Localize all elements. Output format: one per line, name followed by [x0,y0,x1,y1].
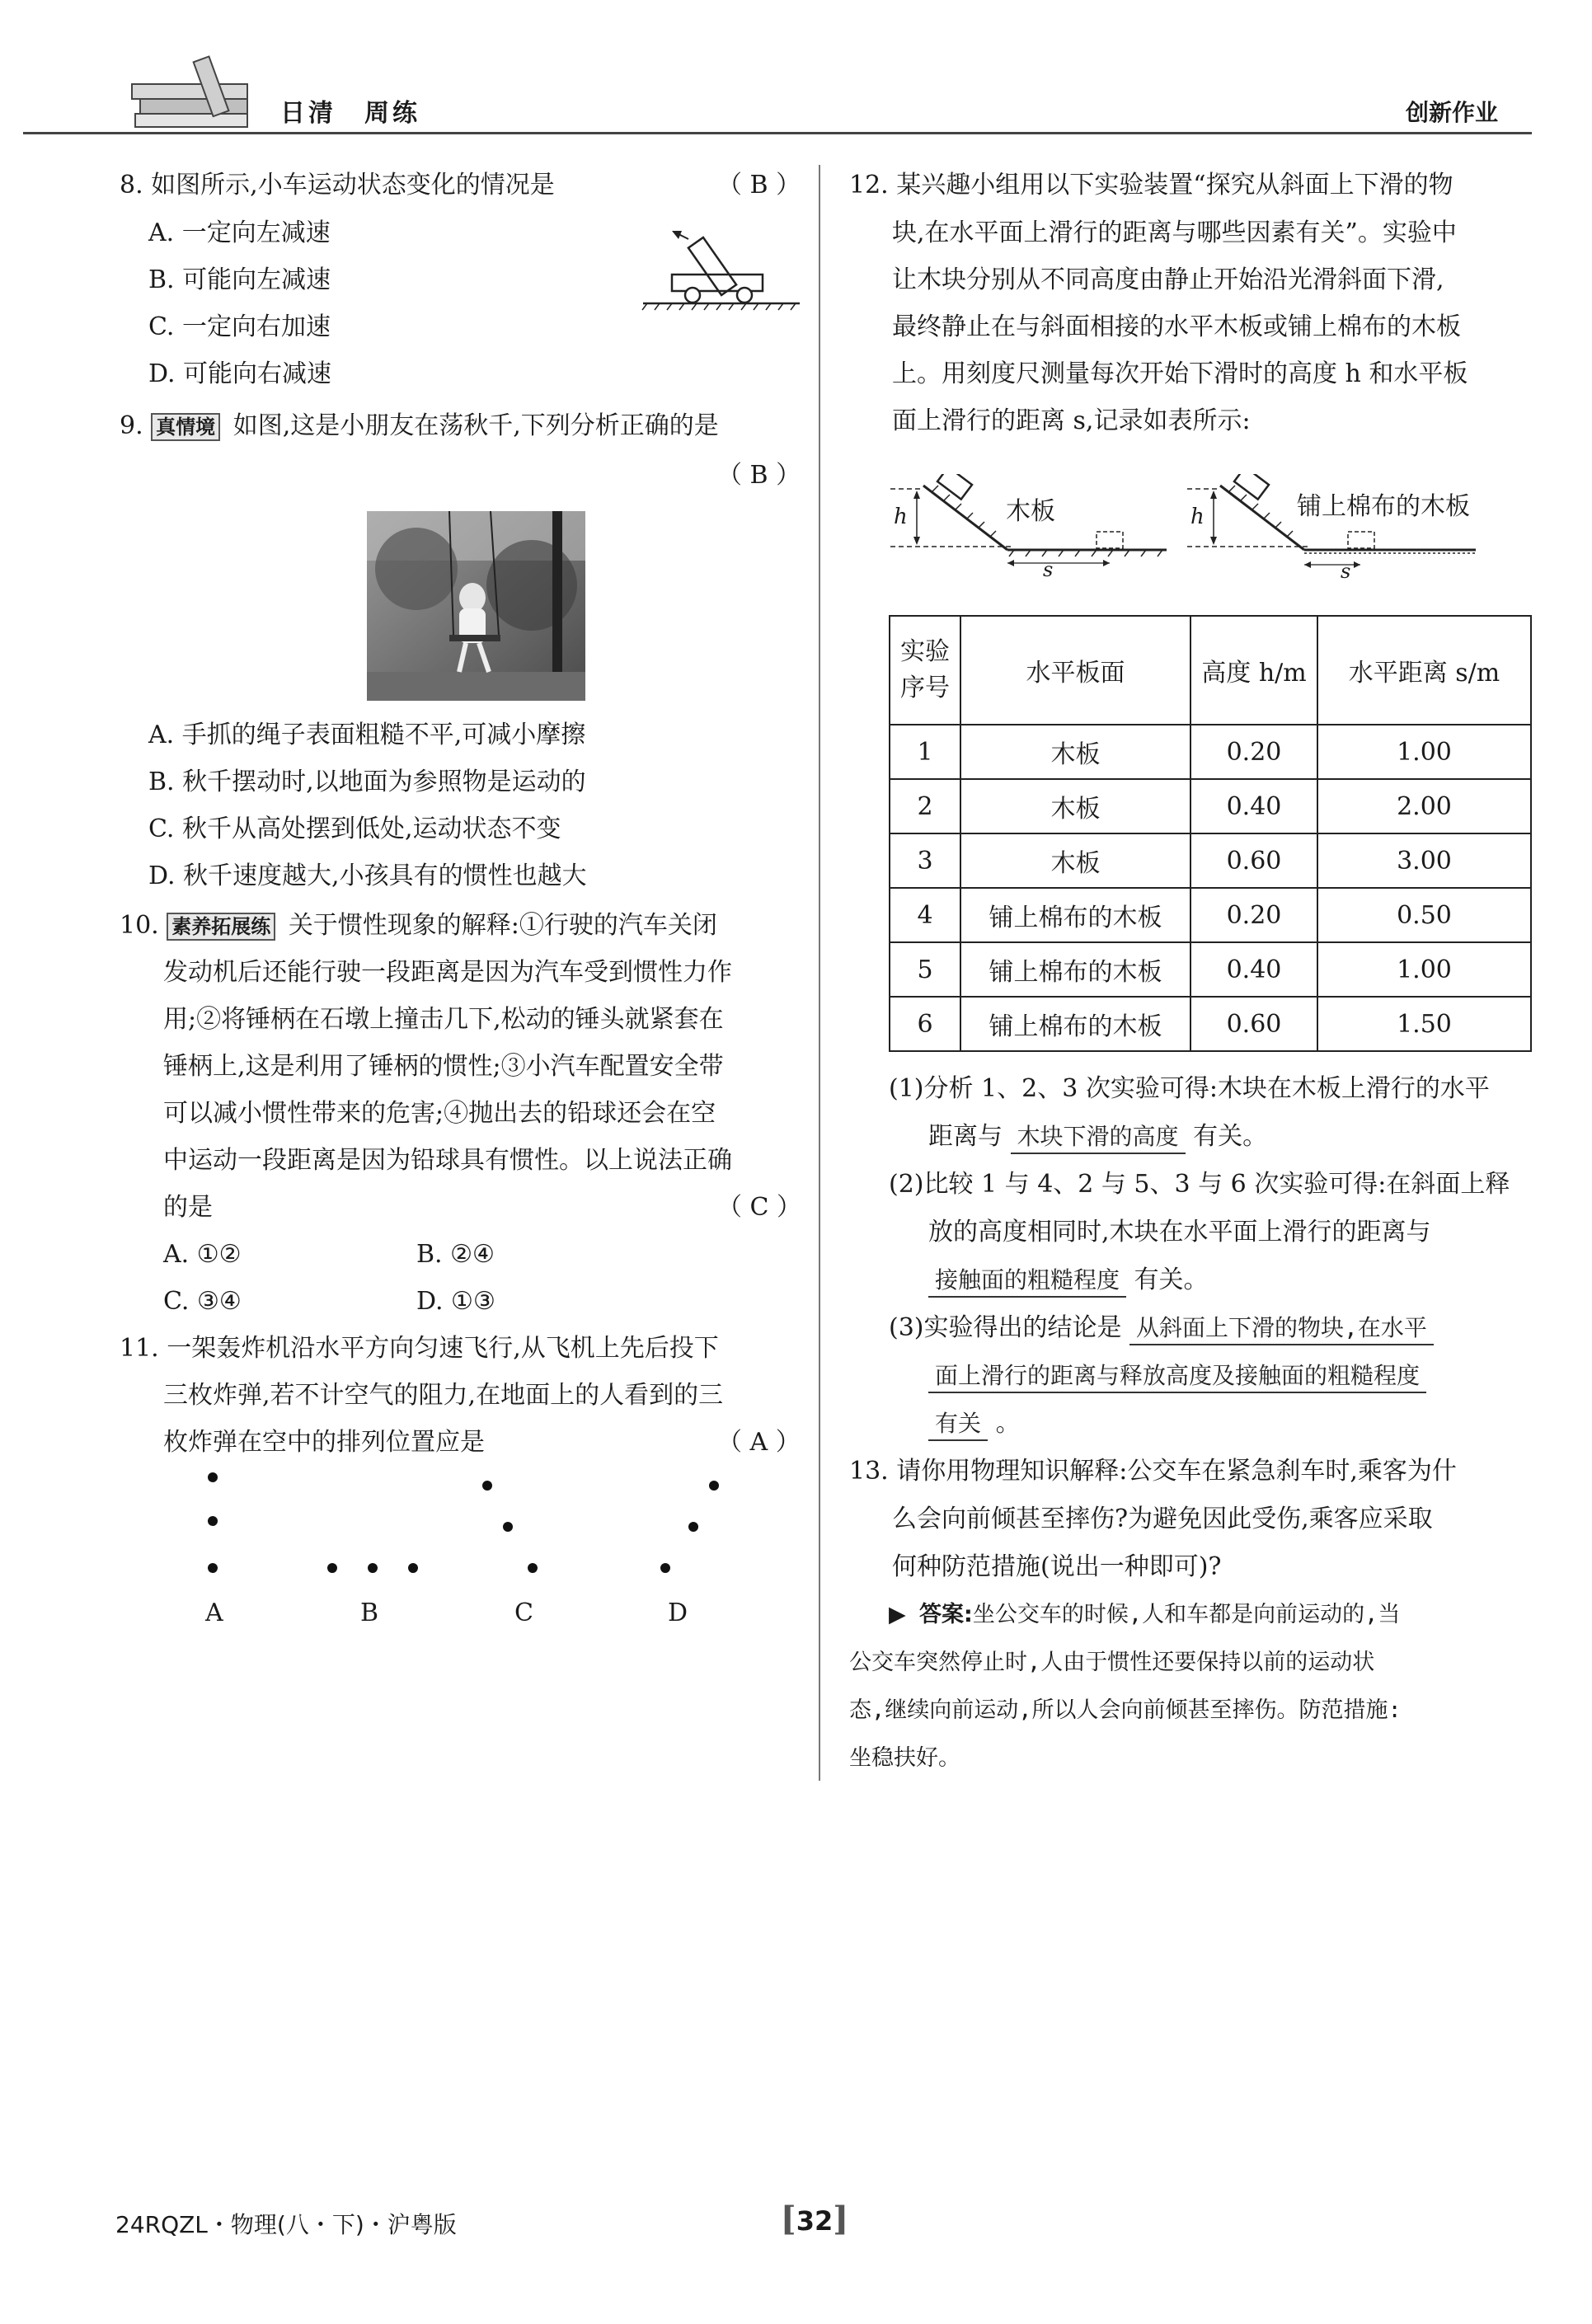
q10-line-1: 发动机后还能行驶一段距离是因为汽车受到惯性力作 [163,958,732,987]
q10-line-2: 用;②将锤柄在石墩上撞击几下,松动的锤头就紧套在 [163,1005,724,1034]
q12-sub1-post: 有关。 [1193,1122,1268,1151]
q12-sub3-fill-3: 有关 [928,1408,988,1441]
q9-option-a: A. 手抓的绳子表面粗糙不平,可减小摩擦 [148,721,586,749]
q12-fig-h-left: h [894,505,908,529]
table-cell: 0.20 [1190,888,1317,942]
q12-sub1-pre: 距离与 [928,1122,1003,1151]
q9-swing-photo [367,511,585,701]
q12-sub3-line-b [928,1360,1426,1393]
q13-line-0: 13. 请你用物理知识解释:公交车在紧急刹车时,乘客为什 [849,1457,1457,1486]
table-cell: 1 [890,725,960,779]
table-row [890,888,1531,942]
footer-book-info: 24RQZL・物理(八・下)・沪粤版 [115,2211,457,2238]
q9-stem-line [120,411,719,442]
table-cell: 0.60 [1190,997,1317,1051]
table-row [890,779,1531,833]
table-cell: 铺上棉布的木板 [960,997,1190,1051]
q8-option-a: A. 一定向左减速 [148,218,331,247]
q11-dot-c3 [528,1563,538,1573]
table-header-cell: 高度 h/m [1190,616,1317,725]
table-cell: 木板 [960,833,1190,888]
q12-line-4: 上。用刻度尺测量每次开始下滑时的高度 h 和水平板 [892,359,1468,388]
q9-tag: 真情境 [151,413,220,441]
q11-dot-c2 [503,1522,513,1532]
q11-label-a: A [205,1599,223,1627]
q13-answer-line-2: 态,继续向前运动,所以人会向前倾甚至摔伤。防范措施: [849,1697,1402,1723]
q10-line-3: 锤柄上,这是利用了锤柄的惯性;③小汽车配置安全带 [163,1052,724,1081]
table-cell: 0.60 [1190,833,1317,888]
footer-page-number [773,2200,856,2249]
q12-fig-cloth-label: 铺上棉布的木板 [1297,492,1470,521]
q12-figure-board [890,474,1171,581]
table-row [890,997,1531,1051]
q8-answer: （ B ） [717,171,801,200]
table-cell: 0.40 [1190,779,1317,833]
q11-line-1: 三枚炸弹,若不计空气的阻力,在地面上的人看到的三 [163,1381,724,1410]
q11-answer: （ A ） [717,1428,801,1457]
table-cell: 铺上棉布的木板 [960,942,1190,997]
q12-fig-h-right: h [1190,505,1205,529]
q12-sub1-line-b [928,1121,1267,1154]
table-header-cell: 水平距离 s/m [1317,616,1531,725]
q10-line-4: 可以减小惯性带来的危害;④抛出去的铅球还会在空 [163,1099,716,1128]
answer-arrow-icon: ▶ [889,1602,906,1627]
q12-sub1-line-a: (1)分析 1、2、3 次实验可得:木块在木板上滑行的水平 [889,1074,1490,1103]
q10-line-0-text: 关于惯性现象的解释:①行驶的汽车关闭 [288,911,717,940]
q10-number: 10. [120,911,159,940]
q8-stem: 8. 如图所示,小车运动状态变化的情况是 [120,171,555,200]
q11-label-d: D [668,1599,688,1627]
q12-sub3-line-c [928,1408,1021,1441]
q13-answer-label: 答案: [919,1602,973,1627]
q12-sub3-fill-1: 从斜面上下滑的物块,在水平 [1129,1312,1434,1345]
q9-option-c: C. 秋千从高处摆到低处,运动状态不变 [148,815,561,843]
q9-option-b: B. 秋千摆动时,以地面为参照物是运动的 [148,768,586,796]
q10-option-c: C. ③④ [163,1287,242,1316]
q11-label-c: C [514,1599,533,1627]
q11-line-2: 枚炸弹在空中的排列位置应是 [163,1428,485,1457]
q8-cart-figure [639,221,804,316]
q11-dot-d1 [709,1481,719,1491]
header-title: 日清 周练 [280,99,420,128]
q12-line-5: 面上滑行的距离 s,记录如表所示: [892,406,1251,435]
table-cell: 0.40 [1190,942,1317,997]
q12-sub2-post: 有关。 [1134,1265,1209,1294]
header-section: 创新作业 [1406,99,1499,126]
page-bracket-left: [ [780,2200,796,2238]
table-cell: 2.00 [1317,779,1531,833]
q11-dot-c1 [482,1481,492,1491]
q11-dot-d3 [660,1563,670,1573]
table-cell: 铺上棉布的木板 [960,888,1190,942]
q12-line-0: 12. 某兴趣小组用以下实验装置“探究从斜面上下滑的物 [849,171,1453,200]
page-number: 32 [796,2205,834,2237]
q11-dot-a2 [208,1516,218,1526]
q12-sub3-fill-2: 面上滑行的距离与释放高度及接触面的粗糙程度 [928,1360,1426,1393]
table-cell: 2 [890,779,960,833]
header-rule [23,132,1532,134]
q9-stem: 如图,这是小朋友在荡秋千,下列分析正确的是 [232,411,719,440]
q11-dot-b2 [368,1563,378,1573]
q10-line-0 [120,910,717,941]
table-cell: 6 [890,997,960,1051]
table-cell: 1.50 [1317,997,1531,1051]
q12-fig-board-label: 木板 [1006,497,1055,526]
q10-line-5: 中运动一段距离是因为铅球具有惯性。以上说法正确 [163,1146,732,1175]
q11-dot-b3 [408,1563,418,1573]
q10-line-6: 的是 [163,1193,213,1222]
q8-option-b: B. 可能向左减速 [148,265,331,294]
table-header-row [890,616,1531,725]
q8-option-c: C. 一定向右加速 [148,312,331,341]
q12-sub2-fill: 接触面的粗糙程度 [928,1265,1126,1298]
q10-option-b: B. ②④ [416,1240,495,1269]
q11-dot-a3 [208,1563,218,1573]
q12-fig-s-right: s [1341,560,1351,583]
table-cell: 4 [890,888,960,942]
q12-line-3: 最终静止在与斜面相接的水平木板或铺上棉布的木板 [892,312,1461,341]
q11-dot-a1 [208,1472,218,1482]
table-cell: 3 [890,833,960,888]
q10-tag: 素养拓展练 [167,913,275,941]
q12-fig-s-left: s [1043,558,1054,581]
table-row [890,942,1531,997]
table-cell: 木板 [960,779,1190,833]
table-cell: 1.00 [1317,942,1531,997]
q13-line-2: 何种防范措施(说出一种即可)? [892,1552,1222,1581]
q12-sub2-line-c [928,1265,1209,1298]
table-header-cell: 水平板面 [960,616,1190,725]
q9-number: 9. [120,411,143,440]
q13-line-1: 么会向前倾甚至摔伤?为避免因此受伤,乘客应采取 [892,1505,1433,1533]
q12-sub3-pre: (3)实验得出的结论是 [889,1313,1122,1342]
q12-figure-cloth [1187,474,1484,581]
q12-line-1: 块,在水平面上滑行的距离与哪些因素有关”。实验中 [892,218,1457,247]
q12-data-table [889,615,1532,1052]
q10-answer: （ C ） [717,1193,802,1222]
q13-answer-line-1: 公交车突然停止时,人由于惯性还要保持以前的运动状 [849,1650,1375,1675]
table-header-cell: 实验 序号 [890,616,960,725]
header-books-icon [124,51,256,134]
q10-option-a: A. ①② [163,1240,242,1269]
table-cell: 0.50 [1317,888,1531,942]
page-bracket-right: ] [833,2200,849,2238]
q12-sub3-line-a [889,1312,1434,1345]
q10-option-d: D. ①③ [416,1287,495,1316]
q13-answer-line-3: 坐稳扶好。 [849,1745,960,1771]
table-cell: 1.00 [1317,725,1531,779]
q12-sub2-line-a: (2)比较 1 与 4、2 与 5、3 与 6 次实验可得:在斜面上释 [889,1170,1510,1199]
table-row [890,833,1531,888]
q9-answer: （ B ） [717,461,801,490]
table-row [890,725,1531,779]
q11-line-0: 11. 一架轰炸机沿水平方向匀速飞行,从飞机上先后投下 [120,1334,719,1363]
table-cell: 木板 [960,725,1190,779]
q13-answer-text-0: 坐公交车的时候,人和车都是向前运动的,当 [972,1602,1401,1627]
q12-sub1-fill: 木块下滑的高度 [1011,1121,1186,1154]
q9-option-d: D. 秋千速度越大,小孩具有的惯性也越大 [148,862,587,890]
table-cell: 3.00 [1317,833,1531,888]
table-cell: 0.20 [1190,725,1317,779]
q12-line-2: 让木块分别从不同高度由静止开始沿光滑斜面下滑, [892,265,1444,294]
q11-dot-d2 [688,1522,698,1532]
q11-label-b: B [360,1599,379,1627]
q12-sub3-post: 。 [995,1409,1021,1438]
table-cell: 5 [890,942,960,997]
q13-answer-line-0 [889,1599,1400,1631]
q8-option-d: D. 可能向右减速 [148,359,332,388]
q12-sub2-line-b: 放的高度相同时,木块在水平面上滑行的距离与 [928,1218,1431,1247]
q11-dot-b1 [327,1563,337,1573]
column-divider [819,165,820,1781]
